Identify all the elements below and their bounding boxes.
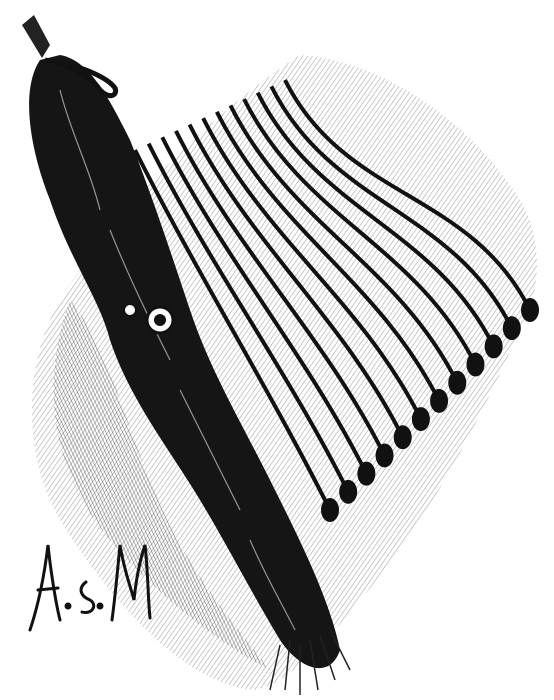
strand-tip bbox=[448, 371, 466, 395]
strand-tip bbox=[376, 443, 394, 467]
strand-tip bbox=[485, 334, 503, 358]
strand-tip bbox=[430, 389, 448, 413]
strand-tip bbox=[357, 462, 375, 486]
strand-tip bbox=[394, 425, 412, 449]
strand-tip bbox=[412, 407, 430, 431]
strand-tip bbox=[339, 480, 357, 504]
strand-tip bbox=[521, 298, 539, 322]
strand-tip bbox=[466, 353, 484, 377]
strand-tip bbox=[321, 498, 339, 522]
strand-tip bbox=[503, 316, 521, 340]
